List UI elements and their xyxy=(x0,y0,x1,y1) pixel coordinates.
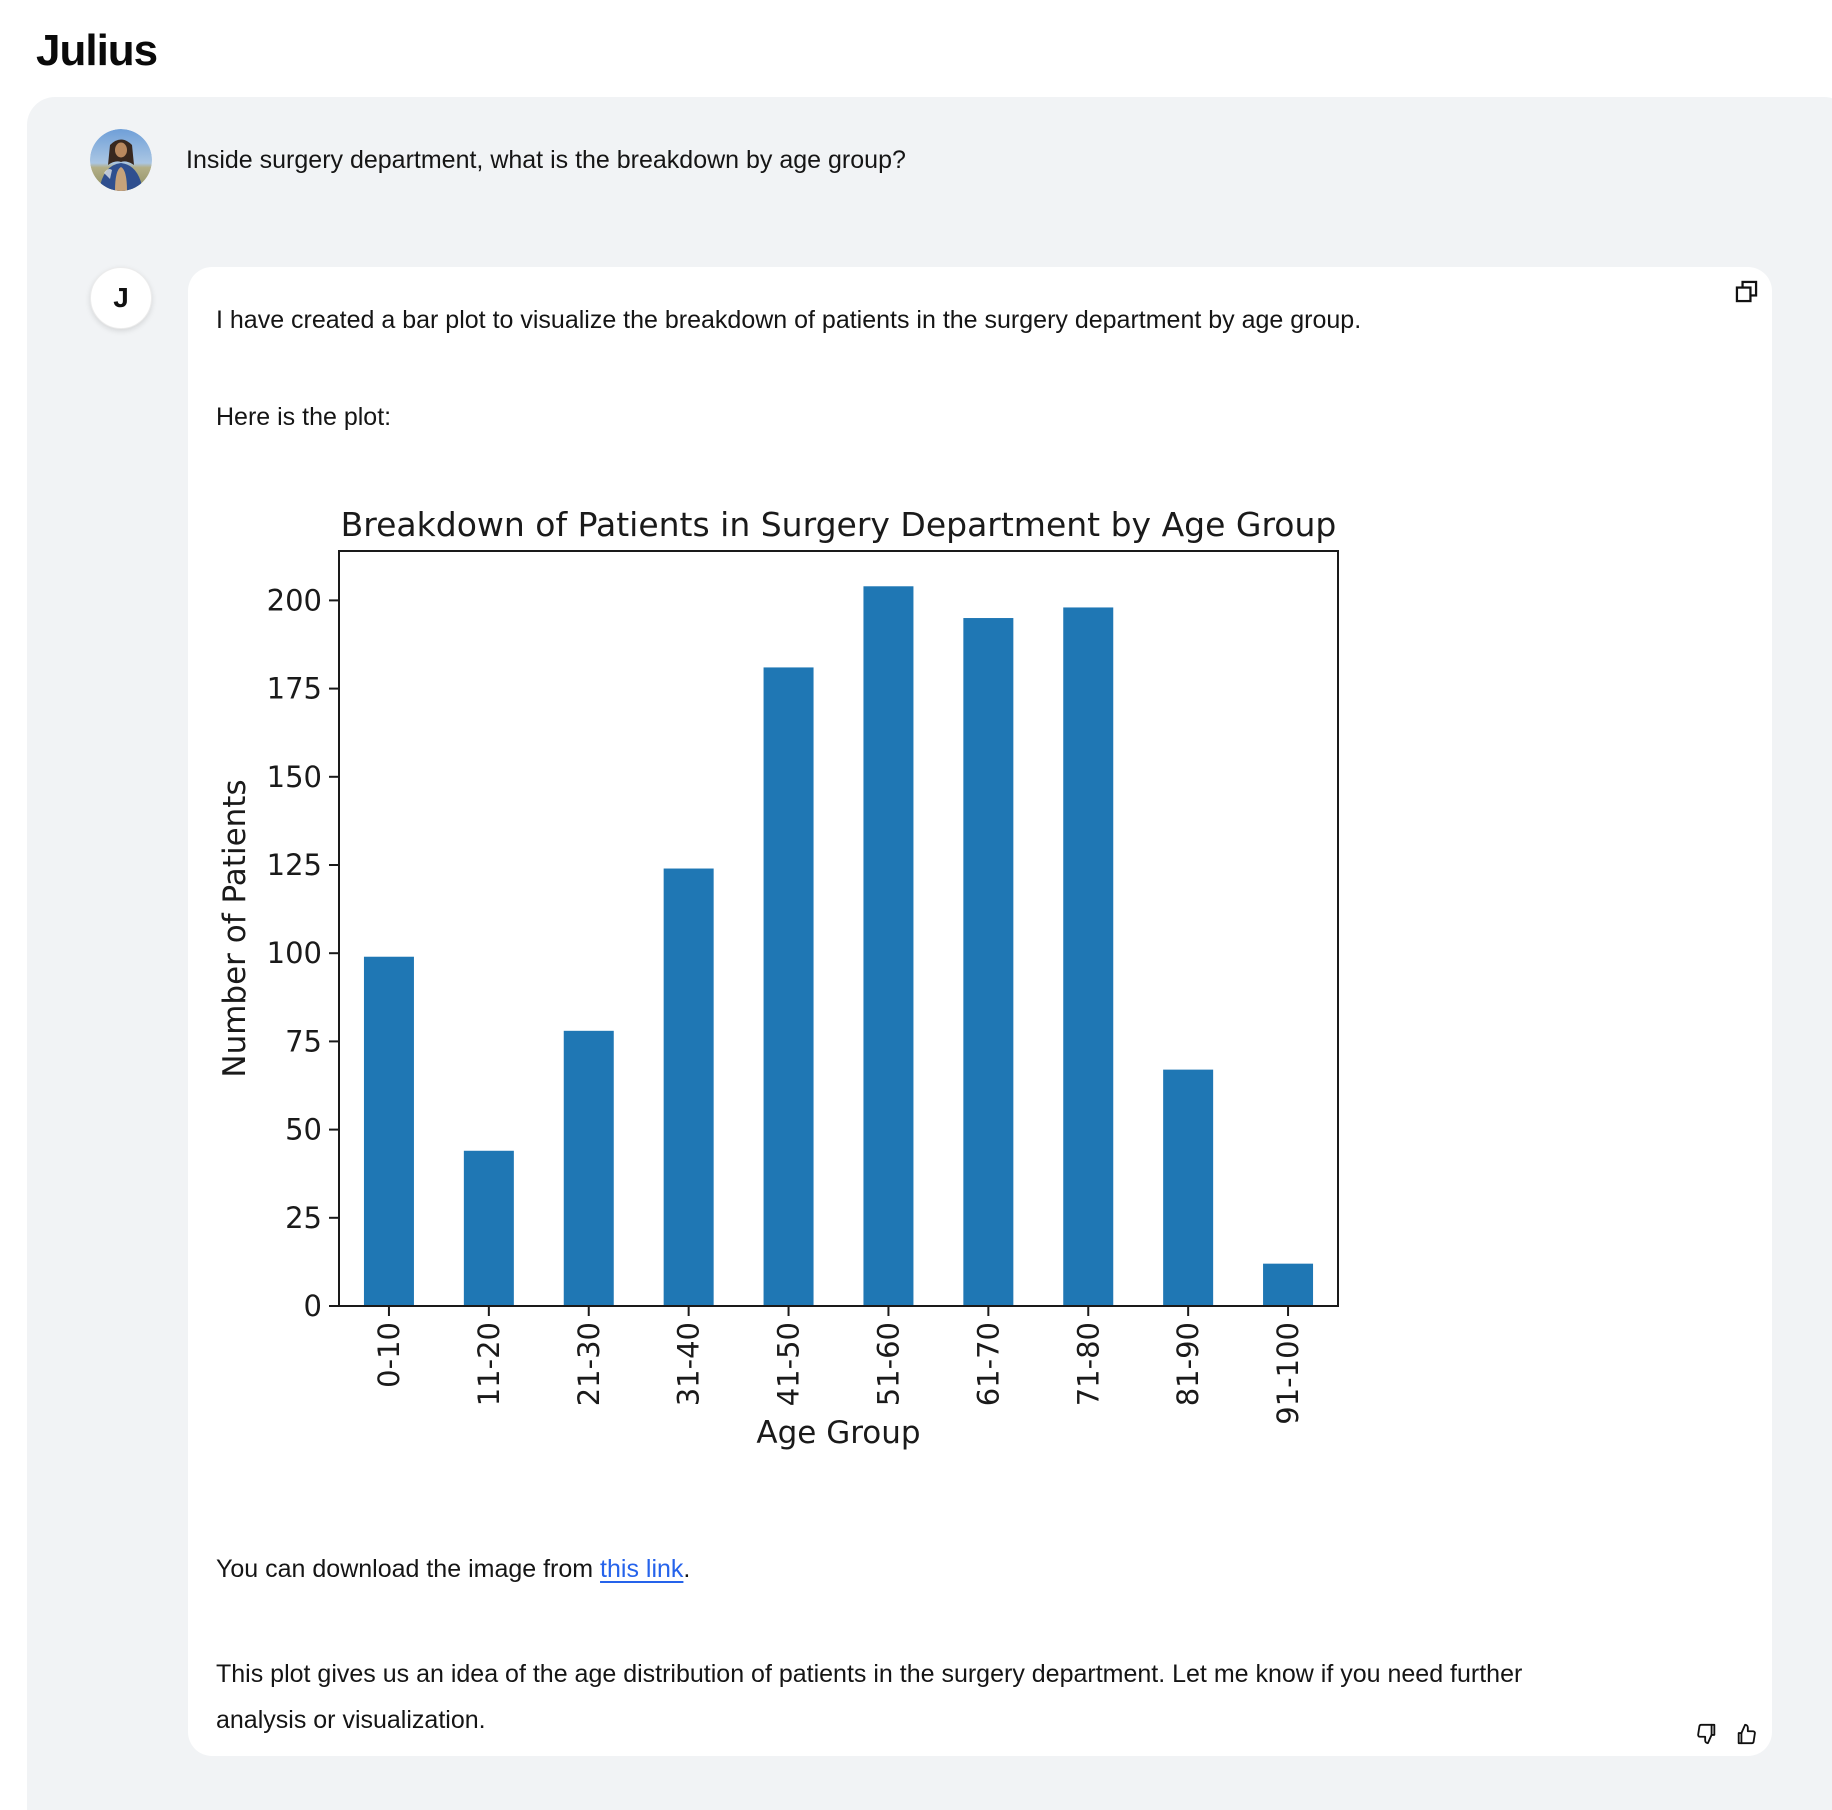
svg-text:41-50: 41-50 xyxy=(771,1322,806,1407)
svg-text:Number of Patients: Number of Patients xyxy=(217,779,253,1078)
user-message-text: Inside surgery department, what is the breakdown by age group? xyxy=(186,146,906,174)
svg-text:50: 50 xyxy=(285,1112,322,1147)
thumbs-down-icon xyxy=(1696,1723,1718,1745)
download-line xyxy=(216,1546,1676,1592)
svg-text:0: 0 xyxy=(303,1289,322,1323)
svg-text:150: 150 xyxy=(266,759,322,794)
age-group-bar-chart xyxy=(216,491,1356,1466)
assistant-message-card xyxy=(188,267,1772,1756)
thumbs-up-button[interactable] xyxy=(1735,1723,1757,1745)
svg-text:25: 25 xyxy=(285,1200,322,1235)
assistant-avatar-letter: J xyxy=(113,282,129,313)
svg-text:Breakdown of Patients in Surge: Breakdown of Patients in Surgery Department by Age Group xyxy=(340,505,1337,544)
chart-figure xyxy=(216,491,1744,1471)
svg-text:81-90: 81-90 xyxy=(1171,1322,1206,1407)
assistant-intro-text: I have created a bar plot to visualize the breakdown of patients in the surgery department by age group. xyxy=(216,306,1362,334)
svg-text:175: 175 xyxy=(266,671,322,706)
svg-text:61-70: 61-70 xyxy=(971,1322,1006,1407)
svg-text:51-60: 51-60 xyxy=(871,1322,906,1407)
download-prefix-text: You can download the image from xyxy=(216,1555,601,1583)
svg-text:31-40: 31-40 xyxy=(671,1322,706,1407)
thumbs-down-button[interactable] xyxy=(1696,1723,1718,1745)
download-link[interactable]: this link xyxy=(600,1555,684,1583)
svg-text:21-30: 21-30 xyxy=(571,1322,606,1407)
copy-message-button[interactable] xyxy=(1733,278,1760,305)
svg-text:Age Group: Age Group xyxy=(756,1415,921,1451)
assistant-leadin-text: Here is the plot: xyxy=(216,403,392,431)
svg-text:71-80: 71-80 xyxy=(1071,1322,1106,1407)
svg-text:200: 200 xyxy=(266,583,322,618)
chat-container xyxy=(27,97,1832,1810)
app-title: Julius xyxy=(36,26,158,75)
svg-text:91-100: 91-100 xyxy=(1271,1322,1306,1425)
assistant-avatar xyxy=(90,267,152,329)
app-header xyxy=(0,0,1832,76)
assistant-outro-text: This plot gives us an idea of the age distribution of patients in the surgery department. Let me know if you need further analysis or visualization. xyxy=(216,1660,1523,1734)
user-message-row xyxy=(90,129,1832,191)
feedback-actions xyxy=(1696,1723,1757,1745)
svg-text:75: 75 xyxy=(285,1024,322,1059)
svg-text:125: 125 xyxy=(266,847,322,882)
user-avatar xyxy=(90,129,152,191)
svg-text:11-20: 11-20 xyxy=(471,1322,506,1407)
svg-text:100: 100 xyxy=(266,936,322,971)
svg-text:0-10: 0-10 xyxy=(371,1322,406,1388)
user-avatar-photo xyxy=(90,129,152,191)
copy-icon xyxy=(1733,278,1760,305)
thumbs-up-icon xyxy=(1735,1723,1757,1745)
assistant-message-row xyxy=(90,267,1832,1756)
download-suffix-text: . xyxy=(683,1555,691,1583)
